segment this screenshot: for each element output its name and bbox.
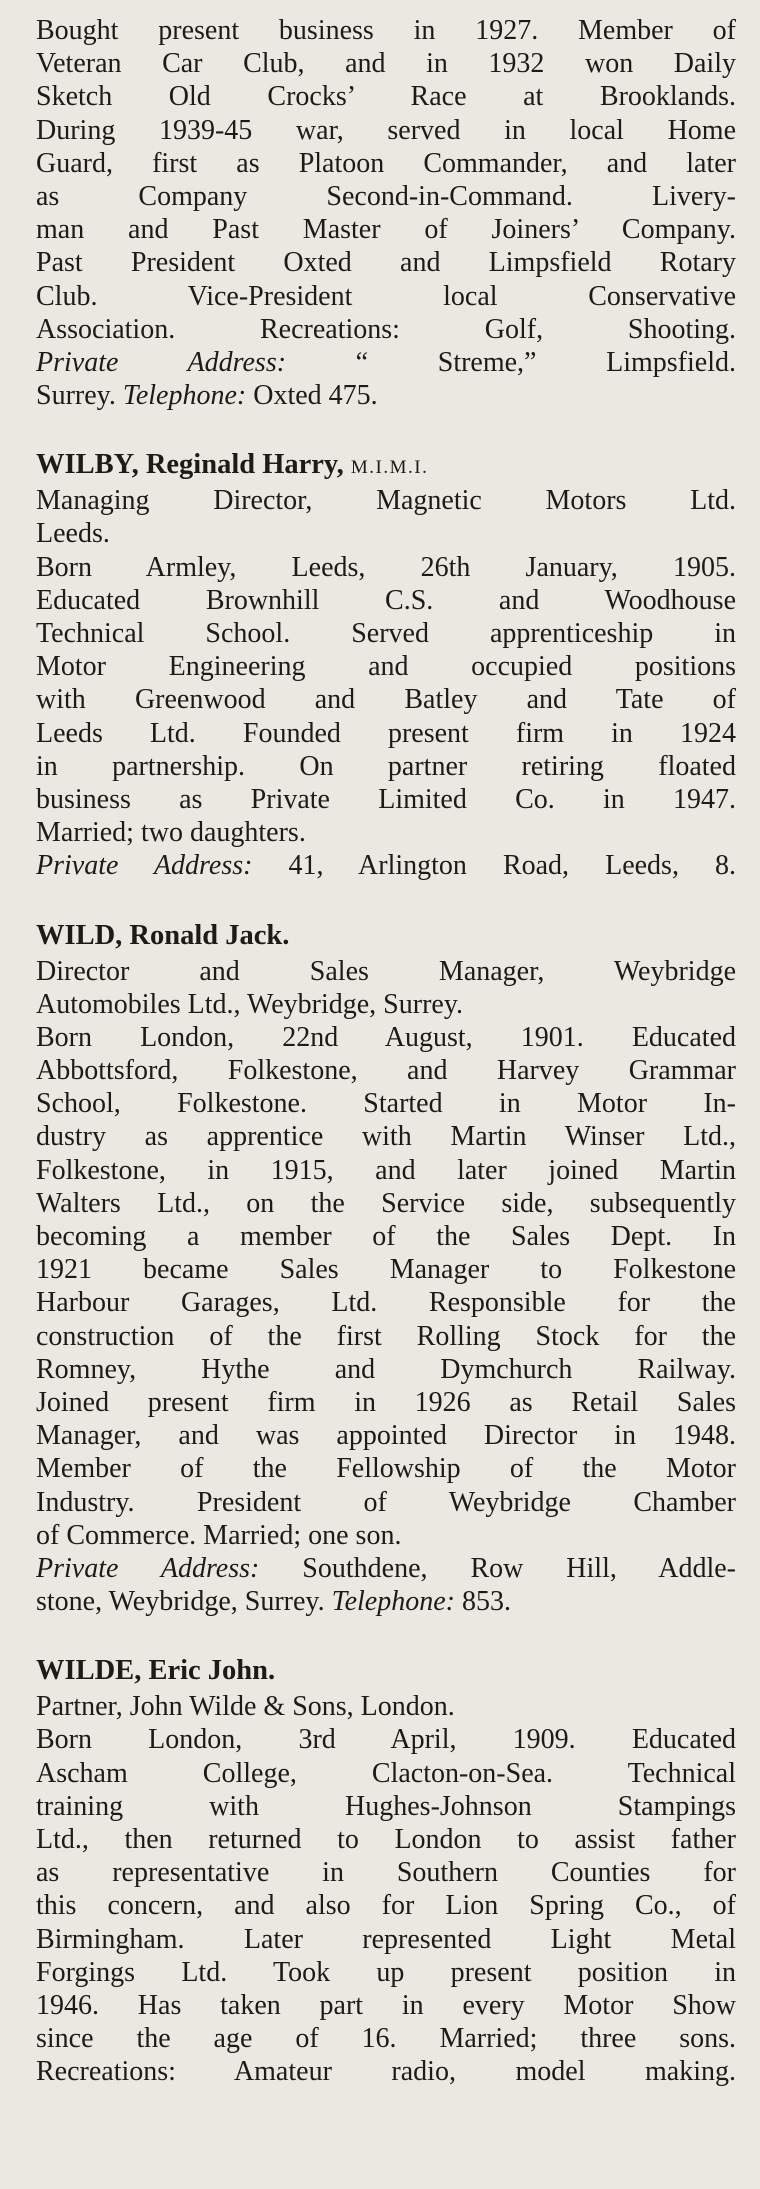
text-line: Past President Oxted and Limpsfield Rotary xyxy=(36,247,736,279)
text-line: Automobiles Ltd., Weybridge, Surrey. xyxy=(36,988,464,1020)
text-line: Harbour Garages, Ltd. Responsible for the xyxy=(36,1287,736,1319)
entry-name-text: WILD, Ronald Jack. xyxy=(36,919,290,951)
biography-entry xyxy=(36,919,736,1619)
text-line: School, Folkestone. Started in Motor In- xyxy=(36,1088,736,1120)
text-line: Guard, first as Platoon Commander, and later xyxy=(36,147,736,179)
text-line xyxy=(36,346,736,379)
biography-entry xyxy=(36,14,736,412)
text-fragment: Southdene, Row Hill, Addle- xyxy=(259,1552,736,1584)
text-line: Leeds. xyxy=(36,518,110,550)
text-line xyxy=(36,849,736,882)
text-line: Romney, Hythe and Dymchurch Railway. xyxy=(36,1353,736,1385)
text-line: as representative in Southern Counties for xyxy=(36,1857,736,1889)
italic-label: Private Address: xyxy=(36,1552,260,1584)
text-line: Member of the Fellowship of the Motor xyxy=(36,1453,736,1485)
text-line xyxy=(36,379,736,412)
text-line: construction of the first Rolling Stock for the xyxy=(36,1320,736,1352)
text-line: becoming a member of the Sales Dept. In xyxy=(36,1221,736,1252)
text-line xyxy=(36,1552,736,1585)
text-line: dustry as apprentice with Martin Winser Ltd., xyxy=(36,1121,736,1153)
text-fragment: Oxted 475. xyxy=(246,380,378,412)
italic-label: Telephone: xyxy=(331,1586,455,1618)
text-line: Married; two daughters. xyxy=(36,817,306,849)
text-fragment: “ Streme,” Limpsfield. xyxy=(286,346,736,378)
text-line: in partnership. On partner retiring floated xyxy=(36,750,736,782)
text-line: training with Hughes-Johnson Stampings xyxy=(36,1790,736,1822)
text-line: Forgings Ltd. Took up present position in xyxy=(36,1956,736,1988)
text-line: Partner, John Wilde & Sons, London. xyxy=(36,1691,455,1723)
text-line: as Company Second-in-Command. Livery- xyxy=(36,180,736,212)
text-line xyxy=(36,1585,736,1618)
text-line: 1946. Has taken part in every Motor Show xyxy=(36,1989,736,2021)
text-line: 1921 became Sales Manager to Folkestone xyxy=(36,1254,736,1286)
text-line: man and Past Master of Joiners’ Company. xyxy=(36,214,736,246)
text-line: Veteran Car Club, and in 1932 won Daily xyxy=(36,48,736,80)
text-line: Sketch Old Crocks’ Race at Brooklands. xyxy=(36,81,736,113)
text-fragment: 41, Arlington Road, Leeds, 8. xyxy=(252,850,736,882)
text-line: Walters Ltd., on the Service side, subsequently xyxy=(36,1187,736,1219)
text-line: Abbottsford, Folkestone, and Harvey Grammar xyxy=(36,1055,736,1087)
entry-name xyxy=(36,919,736,953)
text-line: Born London, 22nd August, 1901. Educated xyxy=(36,1021,736,1053)
entry-name-text: WILDE, Eric John. xyxy=(36,1655,276,1687)
text-line: Technical School. Served apprenticeship in xyxy=(36,618,736,649)
text-line: business as Private Limited Co. in 1947. xyxy=(36,783,736,815)
text-line: Manager, and was appointed Director in 1948. xyxy=(36,1420,736,1452)
text-line: this concern, and also for Lion Spring Co., of xyxy=(36,1890,736,1922)
italic-label: Telephone: xyxy=(122,380,247,412)
entries-list xyxy=(36,14,736,2089)
biography-entry xyxy=(36,1654,736,2088)
text-line: Ltd., then returned to London to assist father xyxy=(36,1824,736,1855)
text-line: Educated Brownhill C.S. and Woodhouse xyxy=(36,584,736,616)
document-page xyxy=(36,14,736,2089)
entry-name xyxy=(36,1654,736,1688)
text-line: Ascham College, Clacton-on-Sea. Technical xyxy=(36,1757,736,1789)
text-fragment: stone, Weybridge, Surrey. xyxy=(36,1586,332,1618)
text-line: Motor Engineering and occupied positions xyxy=(36,651,736,683)
text-line: of Commerce. Married; one son. xyxy=(36,1519,402,1551)
text-line: Club. Vice-President local Conservative xyxy=(36,280,736,312)
text-line: Born London, 3rd April, 1909. Educated xyxy=(36,1724,736,1756)
text-line: Association. Recreations: Golf, Shooting. xyxy=(36,313,736,345)
entry-name-text: WILBY, Reginald Harry, xyxy=(36,449,344,481)
text-line: Managing Director, Magnetic Motors Ltd. xyxy=(36,485,736,517)
text-line: Recreations: Amateur radio, model making. xyxy=(36,2056,736,2088)
entry-name xyxy=(36,448,736,482)
text-line: Bought present business in 1927. Member of xyxy=(36,15,736,46)
text-line: since the age of 16. Married; three sons. xyxy=(36,2023,736,2055)
text-line: Leeds Ltd. Founded present firm in 1924 xyxy=(36,717,736,749)
text-line: Joined present firm in 1926 as Retail Sales xyxy=(36,1386,736,1418)
text-line: Folkestone, in 1915, and later joined Martin xyxy=(36,1154,736,1186)
italic-label: Private Address: xyxy=(36,850,253,882)
text-fragment: 853. xyxy=(454,1586,511,1618)
entry-qualifications: M.I.M.I. xyxy=(350,457,429,479)
text-line: Industry. President of Weybridge Chamber xyxy=(36,1486,736,1518)
text-line: Director and Sales Manager, Weybridge xyxy=(36,955,736,987)
text-line: Born Armley, Leeds, 26th January, 1905. xyxy=(36,551,736,583)
text-line: Birmingham. Later represented Light Metal xyxy=(36,1923,736,1955)
italic-label: Private Address: xyxy=(36,346,287,378)
biography-entry xyxy=(36,448,736,882)
text-line: During 1939-45 war, served in local Home xyxy=(36,114,736,146)
text-line: with Greenwood and Batley and Tate of xyxy=(36,684,736,716)
text-fragment: Surrey. xyxy=(36,380,123,412)
